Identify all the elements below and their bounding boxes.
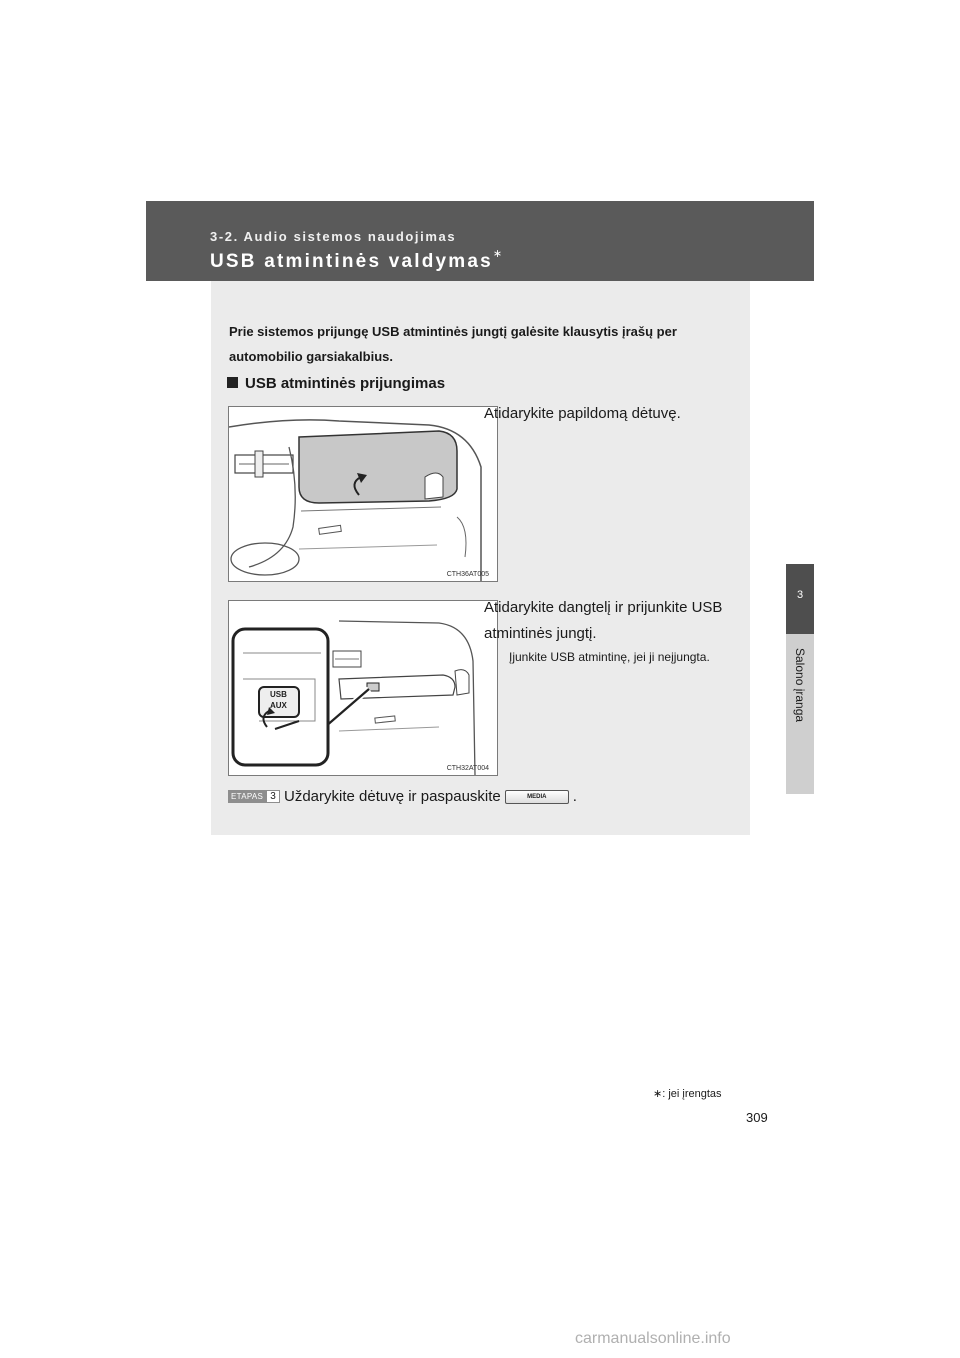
step-3-text: Uždarykite dėtuvę ir paspauskite MEDIA . — [284, 788, 577, 805]
square-bullet-icon — [227, 377, 238, 388]
usb-port-illustration — [228, 600, 498, 776]
image-code: CTH36AT005 — [446, 571, 489, 578]
glovebox-drawing — [229, 407, 497, 581]
subheading: USB atmintinės prijungimas — [227, 375, 445, 392]
content-panel — [211, 281, 750, 835]
page-header — [146, 201, 814, 281]
step-2-note: Įjunkite USB atmintinę, jei ji neįjungta. — [509, 650, 710, 664]
intro-text: Prie sistemos prijungę USB atmintinės jungtį galėsite klausytis įrašų per automobilio garsiakalbius. — [229, 324, 677, 364]
usb-port-drawing — [229, 601, 497, 775]
step-2-text: Atidarykite dangtelį ir prijunkite USB atmintinės jungtį. — [484, 599, 723, 642]
image-code: CTH32AT004 — [446, 765, 489, 772]
usb-label: USB — [270, 690, 287, 699]
step-1-text: Atidarykite papildomą dėtuvę. — [484, 405, 681, 422]
asterisk-mark: ∗ — [492, 248, 503, 260]
glovebox-illustration — [228, 406, 498, 582]
step-3-badge: ETAPAS 3 — [228, 790, 280, 803]
media-button-icon: MEDIA — [505, 790, 569, 804]
watermark: carmanualsonline.info — [575, 1330, 731, 1347]
page-number: 309 — [746, 1110, 768, 1125]
footnote: ∗: jei įrengtas — [653, 1088, 722, 1100]
chapter-label-tab — [786, 634, 814, 794]
chapter-label: Salono įranga — [793, 648, 807, 723]
section-title: 3-2. Audio sistemos naudojimas — [210, 229, 457, 244]
chapter-tab[interactable]: 3 — [786, 564, 814, 634]
aux-label: AUX — [270, 701, 287, 710]
page-title: USB atmintinės valdymas∗ — [210, 248, 503, 272]
